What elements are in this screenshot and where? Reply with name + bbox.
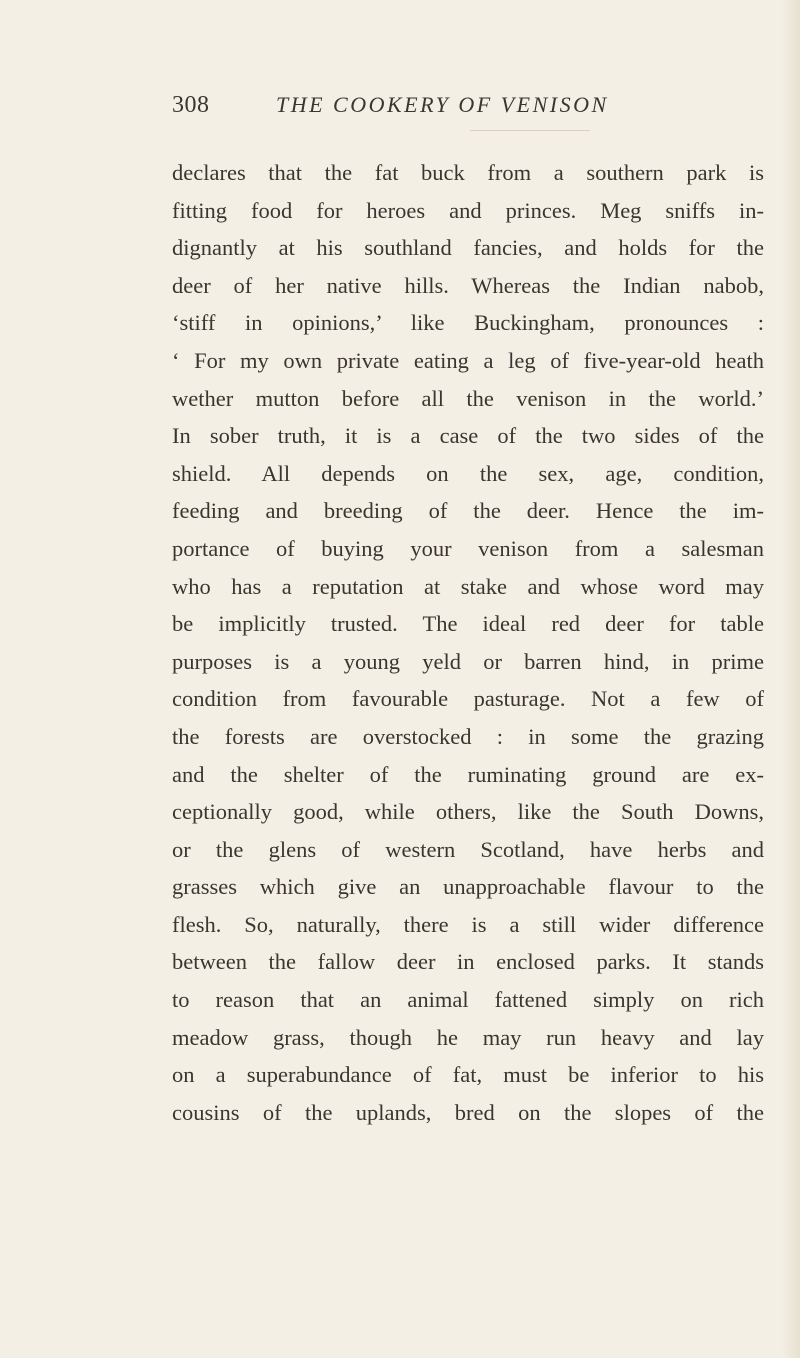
text-line: on a superabundance of fat, must be inferior to his — [172, 1062, 764, 1088]
text-line: ‘ For my own private eating a leg of five-year-old heath — [172, 347, 764, 373]
text-line: grasses which give an unapproachable flavour to the — [172, 874, 764, 900]
text-line: meadow grass, though he may run heavy and lay — [172, 1024, 764, 1050]
text-line: portance of buying your venison from a salesman — [172, 535, 764, 561]
text-line: purposes is a young yeld or barren hind, in prime — [172, 648, 764, 674]
text-line: ceptionally good, while others, like the South Downs, — [172, 799, 764, 825]
text-line: between the fallow deer in enclosed parks. It stands — [172, 949, 764, 975]
text-line: shield. All depends on the sex, age, condition, — [172, 460, 764, 486]
text-line: be implicitly trusted. The ideal red deer for table — [172, 611, 764, 637]
text-line: deer of her native hills. Whereas the Indian nabob, — [172, 272, 764, 298]
text-line: who has a reputation at stake and whose word may — [172, 573, 764, 599]
text-line: flesh. So, naturally, there is a still wider difference — [172, 911, 764, 937]
running-title: THE COOKERY OF VENISON — [276, 92, 609, 117]
text-line: feeding and breeding of the deer. Hence the im- — [172, 498, 764, 524]
text-line: and the shelter of the ruminating ground are ex- — [172, 761, 764, 787]
text-line: fitting food for heroes and princes. Meg sniffs in- — [172, 197, 764, 223]
text-line: condition from favourable pasturage. Not a few of — [172, 686, 764, 712]
text-line: dignantly at his southland fancies, and holds for the — [172, 235, 764, 261]
text-line: cousins of the uplands, bred on the slopes of the — [172, 1099, 764, 1125]
page-number: 308 — [172, 92, 210, 118]
text-line: or the glens of western Scotland, have herbs and — [172, 836, 764, 862]
text-line: In sober truth, it is a case of the two sides of the — [172, 423, 764, 449]
text-line: the forests are overstocked : in some the grazing — [172, 723, 764, 749]
text-line: wether mutton before all the venison in the world.’ — [172, 385, 764, 411]
body-text — [172, 154, 764, 1131]
text-line: to reason that an animal fattened simply on rich — [172, 987, 764, 1013]
running-head — [0, 92, 800, 126]
page-edge-shadow — [782, 0, 800, 1358]
text-line: ‘stiff in opinions,’ like Buckingham, pronounces : — [172, 310, 764, 336]
header-rule — [470, 130, 590, 131]
text-line: declares that the fat buck from a southern park is — [172, 160, 764, 185]
